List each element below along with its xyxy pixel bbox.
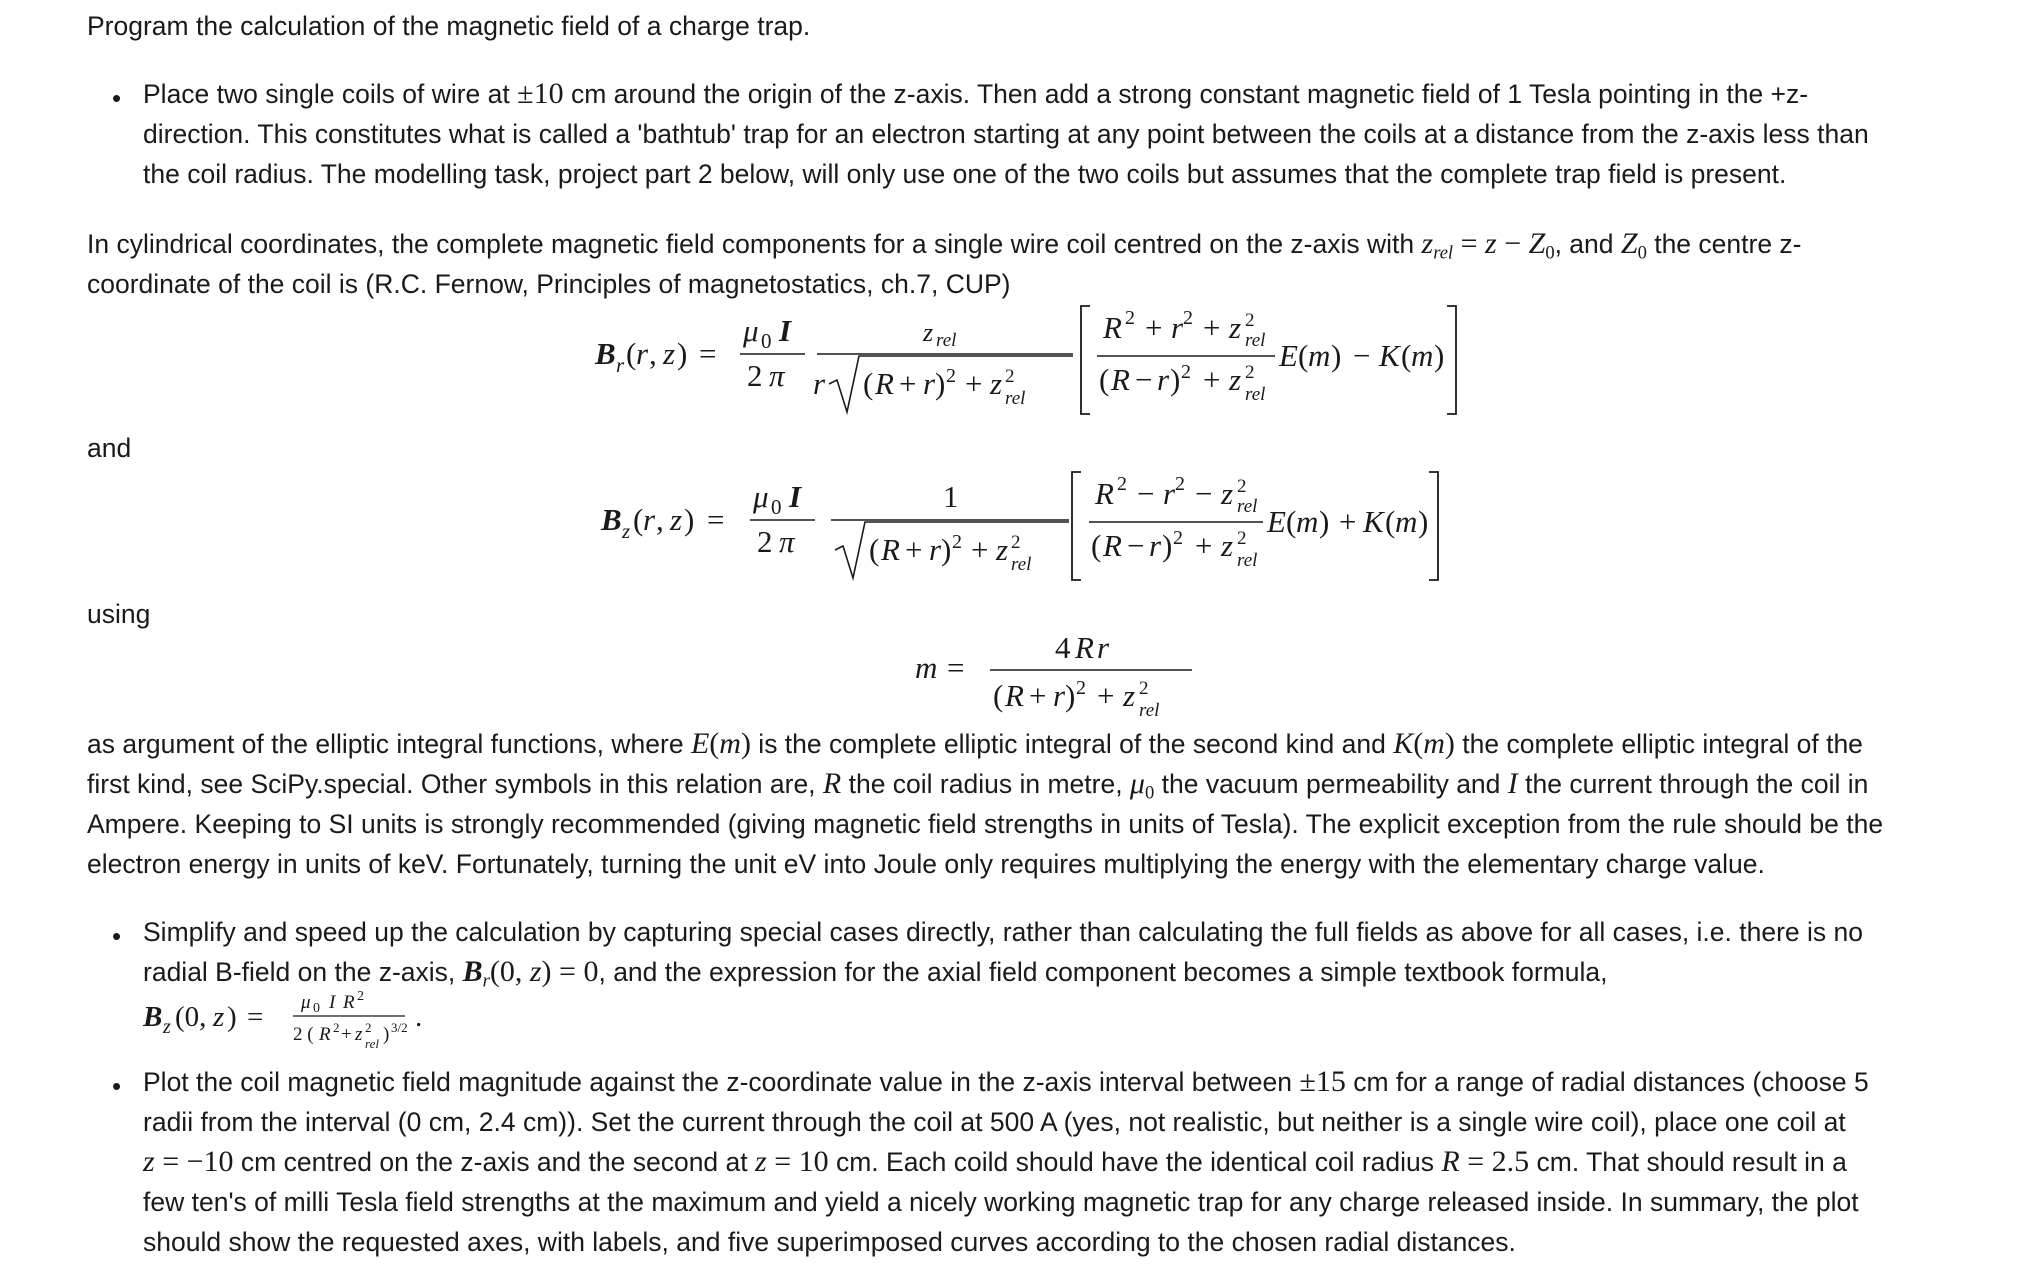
svg-text:): ) [941, 532, 952, 567]
svg-text:I: I [329, 992, 336, 1013]
svg-text:2: 2 [1076, 677, 1086, 699]
svg-text:+: + [1195, 528, 1213, 563]
svg-text:rel: rel [1005, 388, 1026, 409]
bullet-coils-line2: direction. This constitutes what is called a 'bathtub' trap for an electron starting at any point between the coils at a distance from the z-axis less than [143, 119, 1869, 149]
svg-text:=: = [247, 1001, 264, 1033]
svg-text:R: R [343, 992, 355, 1013]
svg-text:2: 2 [1175, 473, 1185, 495]
bullet-coils-line1: Place two single coils of wire at ±10 cm around the origin of the z-axis. Then add a strong constant magnetic field of 1 Tesla pointing in the +z- [143, 77, 1809, 110]
bullet-plot-line3: z = −10 cm centred on the z-axis and the second at z = 10 cm. Each coild should have the identical coil radius R = 2.5 cm. That should result in a [143, 1145, 1847, 1178]
svg-text:B: B [595, 336, 616, 371]
bullet-plot-line5: should show the requested axes, with labels, and five superimposed curves according to the chosen radial distances. [143, 1227, 1516, 1257]
svg-text:2 (: 2 ( [293, 1024, 314, 1045]
svg-text:): ) [935, 366, 946, 401]
svg-text:0: 0 [313, 1001, 320, 1016]
svg-text:z: z [1221, 476, 1234, 511]
svg-text:=: = [707, 502, 725, 537]
svg-text:2: 2 [1117, 473, 1127, 495]
svg-text:): ) [1170, 362, 1181, 397]
svg-text:z: z [990, 366, 1003, 401]
bullet-simplify-line1: Simplify and speed up the calculation by capturing special cases directly, rather than calculating the full fields as above for all cases, i.e. there is no [143, 917, 1864, 947]
svg-text:(: ( [633, 502, 644, 537]
cylindrical-line2: coordinate of the coil is (R.C. Fernow, Principles of magnetostatics, ch.7, CUP) [87, 269, 1011, 299]
svg-text:+: + [1145, 310, 1163, 345]
svg-text:R: R [875, 366, 894, 401]
svg-text:(: ( [1385, 504, 1396, 539]
svg-text:(: ( [1099, 362, 1110, 397]
svg-text:2: 2 [1237, 528, 1247, 549]
svg-text:z: z [1229, 310, 1242, 345]
svg-text:rel: rel [1245, 384, 1266, 405]
svg-text:): ) [684, 502, 695, 537]
svg-text:R: R [1111, 362, 1130, 397]
svg-text:z: z [355, 1024, 363, 1045]
svg-text:): ) [1434, 338, 1445, 373]
svg-text:2: 2 [1245, 362, 1255, 383]
intro-text: Program the calculation of the magnetic field of a charge trap. [87, 11, 811, 41]
svg-text:m: m [1308, 338, 1331, 373]
svg-text:π: π [769, 358, 785, 393]
and-label: and [87, 433, 132, 463]
svg-text:): ) [227, 1001, 237, 1033]
svg-text:z: z [923, 318, 934, 347]
svg-text:I: I [789, 479, 802, 514]
svg-text:z: z [1229, 362, 1242, 397]
svg-text:2: 2 [1183, 307, 1193, 329]
svg-text:): ) [383, 1024, 390, 1045]
svg-text:(: ( [863, 366, 874, 401]
svg-text:2: 2 [333, 1020, 340, 1035]
svg-text:+: + [905, 532, 923, 567]
svg-text:0: 0 [771, 495, 782, 519]
svg-text:z: z [670, 502, 683, 537]
svg-text:r: r [1149, 528, 1162, 563]
svg-text:z: z [663, 336, 676, 371]
svg-text:2: 2 [1139, 678, 1149, 699]
svg-text:2: 2 [1125, 307, 1135, 329]
svg-text:=: = [947, 650, 965, 685]
bullet-marker: • [112, 921, 122, 951]
svg-text:+: + [965, 366, 983, 401]
svg-text:2: 2 [757, 524, 773, 559]
svg-text:(: ( [993, 678, 1004, 713]
svg-text:r: r [923, 366, 936, 401]
svg-text:R: R [319, 1024, 331, 1045]
svg-text:K: K [1363, 504, 1384, 539]
svg-text:r: r [813, 366, 826, 401]
svg-text:π: π [779, 524, 795, 559]
svg-text:R: R [1075, 630, 1094, 665]
svg-text:r: r [1053, 678, 1066, 713]
svg-text:(: ( [626, 336, 637, 371]
svg-text:+: + [1097, 678, 1115, 713]
svg-text:m: m [915, 650, 938, 685]
svg-text:rel: rel [1011, 554, 1032, 575]
svg-text:E: E [1267, 504, 1286, 539]
svg-text:+: + [899, 366, 917, 401]
svg-text:=: = [699, 336, 717, 371]
svg-text:2: 2 [747, 358, 763, 393]
svg-text:+: + [1339, 504, 1357, 539]
svg-text:m: m [1296, 504, 1319, 539]
svg-text:rel: rel [1139, 700, 1160, 721]
svg-text:+: + [1029, 678, 1047, 713]
elliptic-line1: as argument of the elliptic integral functions, where E(m) is the complete elliptic integral of the second kind and K(m) the complete elliptic integral of the [87, 727, 1863, 760]
svg-text:): ) [1162, 528, 1173, 563]
svg-text:): ) [1065, 678, 1076, 713]
svg-text:+: + [341, 1024, 352, 1045]
svg-text:−: − [1137, 476, 1155, 511]
svg-text:z: z [1221, 528, 1234, 563]
svg-text:rel: rel [1237, 550, 1258, 571]
svg-text:z: z [163, 1016, 171, 1038]
bullet-plot-line2: radii from the interval (0 cm, 2.4 cm)). Set the current through the coil at 500 A (yes, not realistic, but neither is a single wire coil), place one coil at [143, 1107, 1846, 1137]
svg-text:E: E [1279, 338, 1298, 373]
svg-text:2: 2 [1173, 527, 1183, 549]
svg-text:+: + [1203, 310, 1221, 345]
svg-text:I: I [779, 313, 792, 348]
bullet-coils-line3: the coil radius. The modelling task, project part 2 below, will only use one of the two coils but assumes that the complete trap field is present. [143, 159, 1787, 189]
svg-text:2: 2 [365, 1020, 372, 1035]
svg-text:r: r [1171, 310, 1184, 345]
svg-text:0: 0 [761, 329, 772, 353]
elliptic-line2: first kind, see SciPy.special. Other symbols in this relation are, R the coil radius in metre, $\mu_0$ the vacuum permeability and I the current through the coil in [87, 767, 1869, 804]
svg-text:rel: rel [1245, 330, 1266, 351]
svg-text:.: . [415, 1001, 423, 1033]
bullet-plot-line1: Plot the coil magnetic field magnitude against the z-coordinate value in the z-axis interval between ±15 cm for a range of radial distances (choose 5 [143, 1065, 1869, 1098]
svg-text:3/2: 3/2 [391, 1020, 408, 1035]
svg-text:2: 2 [946, 365, 956, 387]
svg-text:(: ( [1286, 504, 1297, 539]
svg-text:4: 4 [1055, 630, 1071, 665]
svg-text:R: R [1103, 528, 1122, 563]
svg-text:): ) [677, 336, 688, 371]
elliptic-line3: Ampere. Keeping to SI units is strongly recommended (giving magnetic field strengths in units of Tesla). The explicit exception from the rule should be the [87, 809, 1884, 839]
svg-text:(0,: (0, [175, 1001, 207, 1033]
svg-text:): ) [1331, 338, 1342, 373]
svg-text:r: r [1157, 362, 1170, 397]
svg-text:rel: rel [1237, 496, 1258, 517]
bullet-marker: • [112, 83, 122, 113]
svg-text:1: 1 [943, 479, 959, 514]
svg-text:+: + [1203, 362, 1221, 397]
svg-text:,: , [649, 336, 657, 371]
svg-text:z: z [996, 532, 1009, 567]
elliptic-line4: electron energy in units of keV. Fortunately, turning the unit eV into Joule only requires multiplying the energy with the elementary charge value. [87, 849, 1765, 879]
svg-text:rel: rel [365, 1036, 379, 1051]
svg-text:B: B [601, 502, 622, 537]
svg-text:+: + [971, 532, 989, 567]
svg-text:r: r [929, 532, 942, 567]
using-label: using [87, 599, 151, 629]
svg-text:r: r [1163, 476, 1176, 511]
svg-text:2: 2 [357, 989, 364, 1004]
svg-text:z: z [1123, 678, 1136, 713]
svg-text:R: R [881, 532, 900, 567]
svg-text:): ) [1319, 504, 1330, 539]
equation-br [585, 296, 1525, 426]
svg-text:): ) [1418, 504, 1429, 539]
svg-text:K: K [1379, 338, 1400, 373]
svg-text:(: ( [1298, 338, 1309, 373]
svg-text:−: − [1135, 362, 1153, 397]
svg-text:2: 2 [1005, 366, 1015, 387]
equation-m [915, 622, 1205, 722]
bullet-plot-line4: few ten's of milli Tesla field strengths at the maximum and yield a nicely working magnetic trap for any charge released inside. In summary, the plot [143, 1187, 1859, 1217]
svg-text:R: R [1095, 476, 1114, 511]
svg-text:(: ( [1401, 338, 1412, 373]
svg-text:B: B [143, 1001, 163, 1033]
svg-text:2: 2 [1011, 532, 1021, 553]
svg-text:r: r [643, 502, 656, 537]
svg-text:rel: rel [936, 330, 957, 351]
svg-text:μ: μ [743, 313, 759, 348]
equation-bz-axis [143, 986, 463, 1056]
svg-text:z: z [213, 1001, 225, 1033]
svg-text:μ: μ [753, 479, 769, 514]
cylindrical-line1: In cylindrical coordinates, the complete magnetic field components for a single wire coil centred on the z-axis with $z_{rel} = z - Z_0$, and $Z_0$ the centre z- [87, 227, 1802, 264]
svg-text:m: m [1411, 338, 1434, 373]
svg-text:r: r [636, 336, 649, 371]
svg-text:2: 2 [1237, 476, 1247, 497]
svg-text:r: r [1097, 630, 1110, 665]
bullet-simplify-line2: radial B-field on the z-axis, $B_r(0$, z) = 0, and the expression for the axial field component becomes a simple textbook formula, [143, 955, 1608, 992]
svg-text:μ: μ [301, 992, 311, 1013]
bullet-marker: • [112, 1071, 122, 1101]
svg-text:−: − [1195, 476, 1213, 511]
svg-text:r: r [616, 353, 625, 377]
svg-text:2: 2 [1245, 310, 1255, 331]
svg-text:(: ( [869, 532, 880, 567]
svg-text:R: R [1005, 678, 1024, 713]
svg-text:−: − [1353, 338, 1371, 373]
svg-text:,: , [656, 502, 664, 537]
svg-text:−: − [1127, 528, 1145, 563]
svg-text:2: 2 [1181, 361, 1191, 383]
svg-text:z: z [622, 519, 631, 543]
svg-text:R: R [1103, 310, 1122, 345]
svg-text:m: m [1395, 504, 1418, 539]
equation-bz [595, 462, 1535, 592]
svg-text:2: 2 [952, 531, 962, 553]
svg-text:(: ( [1091, 528, 1102, 563]
